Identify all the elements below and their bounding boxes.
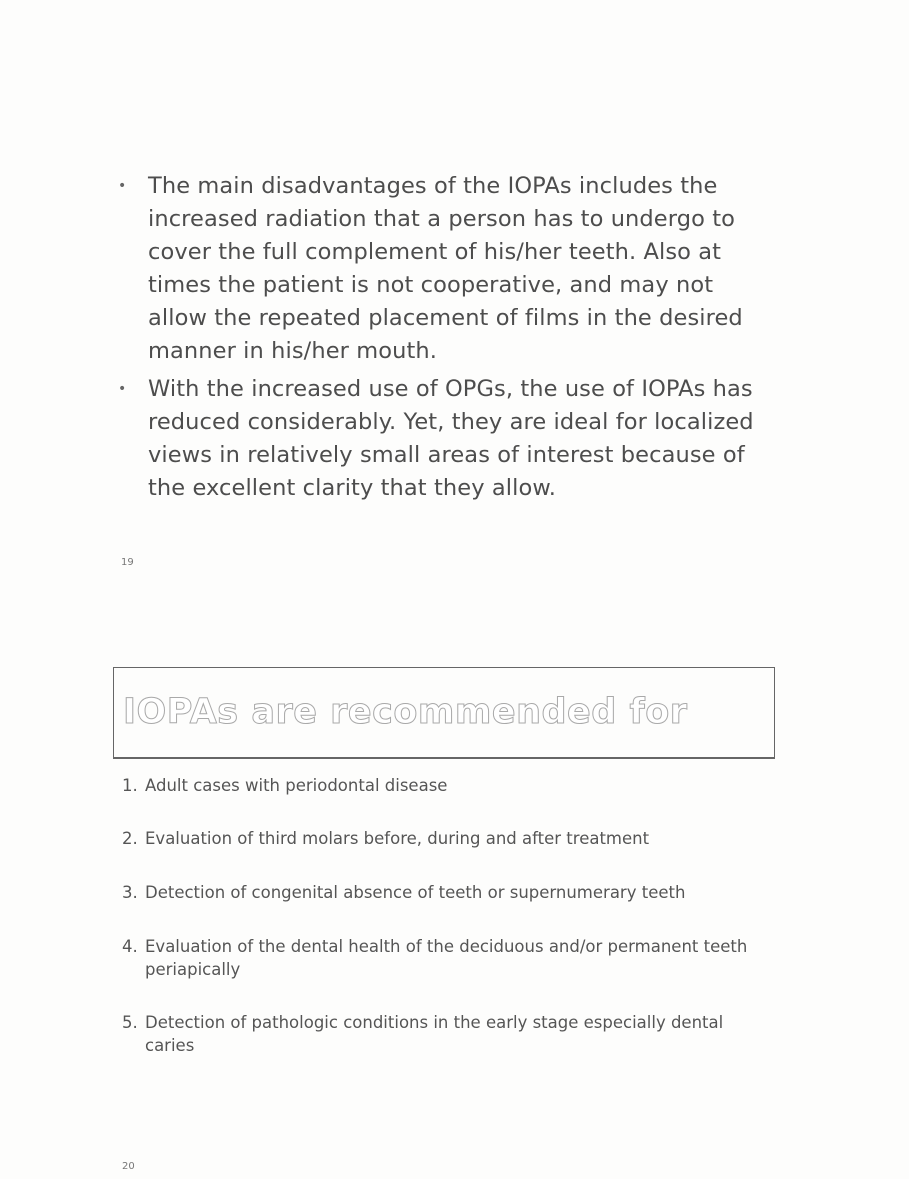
bullet-text: With the increased use of OPGs, the use of IOPAs has reduced considerably. Yet, they are ideal for localized views in relatively small areas of interest because of the excellent clarity that they allow. <box>148 376 754 501</box>
page-number-20: 20 <box>122 1161 135 1172</box>
bullet-item-disadvantages <box>118 170 778 368</box>
list-item: 3. Detection of congenital absence of teeth or supernumerary teeth <box>122 883 686 902</box>
list-item: 2. Evaluation of third molars before, during and after treatment <box>122 829 650 848</box>
page-number-19: 19 <box>121 557 134 568</box>
recommendation-list <box>122 774 782 1057</box>
slide-19-content <box>118 170 778 510</box>
list-item: 1. Adult cases with periodontal disease <box>122 776 448 795</box>
bullet-icon: • <box>118 381 127 397</box>
list-item: 5. Detection of pathologic conditions in the early stage especially dental caries <box>122 1013 724 1055</box>
list-item: 4. Evaluation of the dental health of the deciduous and/or permanent teeth periapically <box>122 937 748 979</box>
bullet-item-opg-usage <box>118 373 778 505</box>
bullet-text: The main disadvantages of the IOPAs includes the increased radiation that a person has to undergo to cover the full complement of his/her teeth. Also at times the patient is not cooperative, and may not allow the repeated placement of films in the desired manner in his/her mouth. <box>148 173 743 364</box>
bullet-list <box>118 170 778 505</box>
bullet-icon: • <box>118 178 127 194</box>
slide-20-title-box <box>113 667 775 759</box>
slide-20-title: IOPAs are recommended for <box>123 692 688 732</box>
